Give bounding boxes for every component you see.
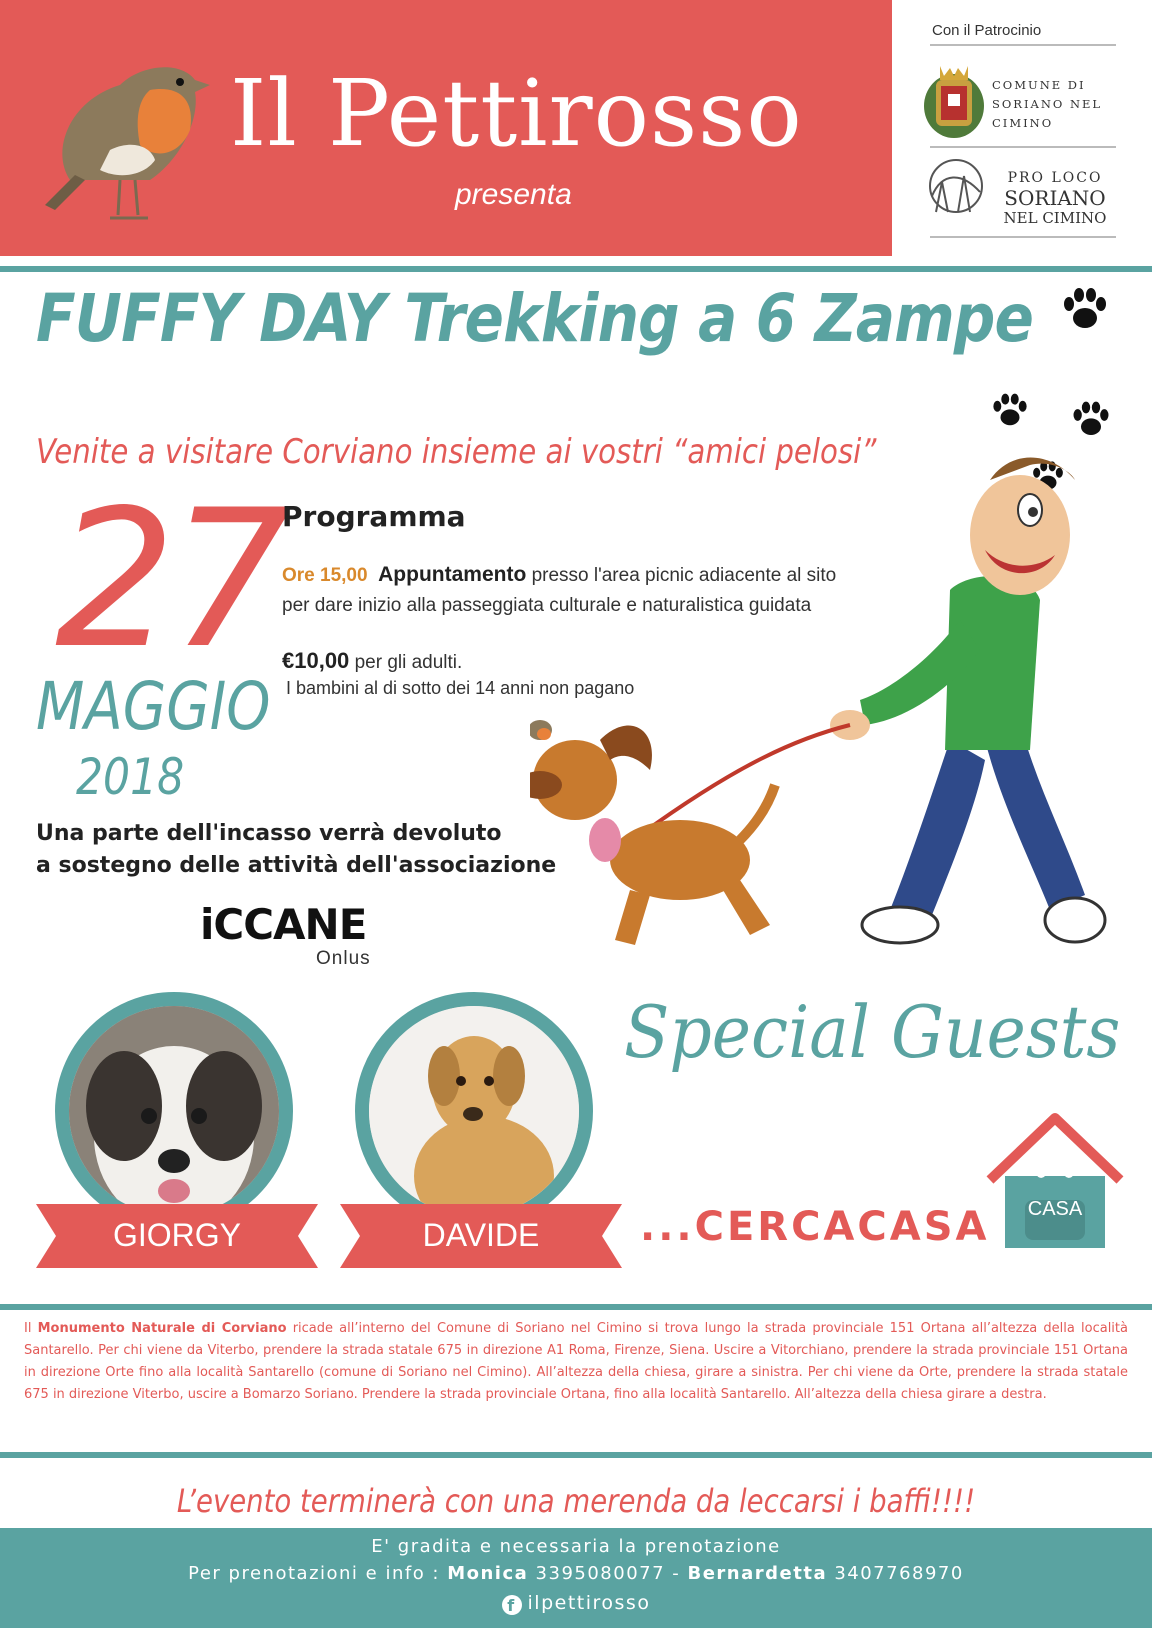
patron-proloco-name [990,168,1120,228]
contacts-prefix: Per prenotazioni e info : [188,1563,448,1584]
event-title: FUFFY DAY Trekking a 6 Zampe [36,280,1034,357]
price-amount: €10,00 [282,648,350,673]
proloco-logo-icon [922,152,986,232]
program-what: Appuntamento [378,563,527,586]
price-line [282,648,462,674]
program-heading: Programma [282,500,466,533]
contact1-name: Monica [447,1563,529,1584]
proloco-line2: SORIANO [1004,186,1106,210]
date-year: 2018 [76,748,185,806]
comune-crest-icon [922,58,986,142]
date-day: 27 [55,469,285,690]
guest-name-davide: DAVIDE [422,1217,540,1253]
brand-title: Il Pettirosso [230,60,803,167]
program-line2: per dare inizio alla passeggiata culturale e naturalistica guidata [282,595,812,616]
guest-davide-photo [355,992,593,1230]
donation-line1: Una parte dell'incasso verrà devoluto [36,821,502,846]
dog-photo-icon [369,1006,579,1216]
proloco-line3: NEL CIMINO [1003,209,1107,227]
program-time: Ore 15,00 [282,565,368,586]
contact2-name: Bernardetta [687,1563,828,1584]
man-walking-dog-illustration [530,440,1130,1000]
closing-line: L’evento terminerà con una merenda da leccarsi i baffi!!!! [176,1482,976,1520]
donation-text [36,818,556,882]
divider [930,44,1116,46]
contact1-phone: 3395080077 - [528,1563,688,1584]
robin-illustration [30,30,220,230]
patron-comune-name: COMUNE DI SORIANO NEL CIMINO [992,78,1103,130]
guest-giorgy-photo [55,992,293,1230]
contact2-phone: 3407768970 [827,1563,964,1584]
directions-place: Monumento Naturale di Corviano [37,1321,287,1336]
guest-name-giorgy: GIORGY [112,1217,241,1253]
directions-text [24,1318,1128,1406]
footer-social [0,1592,1152,1615]
date-month: MAGGIO [36,668,271,745]
facebook-icon: f [502,1595,522,1615]
patronage-label: Con il Patrocinio [932,22,1042,39]
divider [930,236,1116,238]
special-guests-heading: Special Guests [624,990,1121,1074]
directions-lead: Il [24,1321,38,1336]
divider-teal [0,1452,1152,1458]
footer-contacts [0,1563,1152,1584]
program-where: presso l'area picnic adiacente al sito [526,565,837,586]
divider [930,146,1116,148]
footer-reservation: E' gradita e necessaria la prenotazione [371,1536,781,1557]
event-subtitle: Venite a visitare Corviano insieme ai vostri “amici pelosi” [36,432,877,472]
dog-photo-icon [69,1006,279,1216]
association-logo: iCCANE [200,900,367,949]
paw-icon [990,392,1030,430]
doghouse-icon [985,1110,1125,1250]
association-subtitle: Onlus [316,948,371,969]
price-text: per gli adulti. [349,652,463,673]
proloco-line1: PRO LOCO [1007,170,1103,186]
paw-icon [1060,286,1110,334]
directions-body: ricade all’interno del Comune di Soriano nel Cimino si trova lungo la strada provinciale 151 Ortana all’altezza della località Santarello. Per chi viene da Viterbo, prendere la strada statale 675 in direzione A1 Roma, Firenze, Siena. Uscire a Vitorchiano, prendere la strada provinciale 151 Ortana in direzione Orte fino alla località Santarello (comune di Soriano nel Cimino). All’altezza della chiesa, girare a sinistra. Per chi viene da Orte, prendere la strada statale 675 in direzione Viterbo, uscire a Bomarzo Soriano. Prendere la strada provinciale Ortana, fino alla località Santarello. All’altezza della chiesa girare a destra. [24,1321,1128,1402]
social-handle: ilpettirosso [527,1592,651,1614]
brand-subtitle: presenta [455,178,572,211]
donation-line2: a sostegno delle attività dell'associazione [36,853,557,878]
doghouse-label: CASA [1027,1198,1083,1220]
price-note: I bambini al di sotto dei 14 anni non pagano [286,678,635,698]
cercacasa-text: ...CERCACASA [640,1204,990,1250]
divider-teal [0,1304,1152,1310]
divider-teal [0,266,1152,272]
paw-icon [1070,400,1112,440]
